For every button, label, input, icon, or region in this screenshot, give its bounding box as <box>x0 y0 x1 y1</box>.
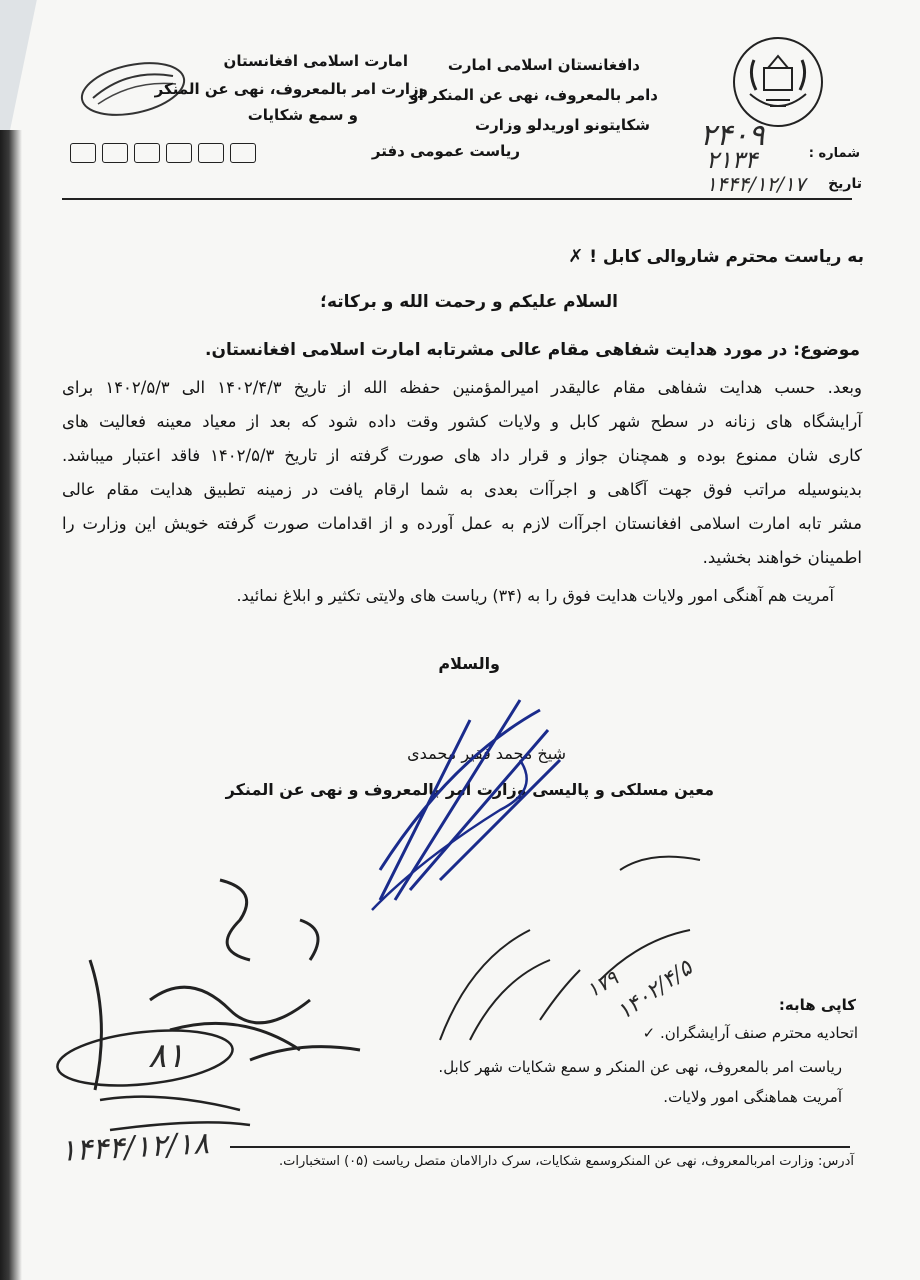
number-value-2: ۲۱۳۴ <box>706 146 758 174</box>
handwritten-date-left: ۱۴۴۴/۱۲/۱۸ <box>59 1126 210 1169</box>
header-right-line-3: شکایتونو اوریدلو وزارت <box>475 116 650 134</box>
subject-line: موضوع: در مورد هدایت شفاهی مقام عالی مشرتابه امارت اسلامی افغانستان. <box>205 340 860 360</box>
copies-heading: کاپی هابه: <box>778 996 856 1014</box>
copies-item-3: آمریت هماهنگی امور ولایات. <box>663 1088 842 1106</box>
body-line-6: اطمینان خواهند بخشید. <box>702 548 862 567</box>
check-mark-icon: ✗ <box>568 246 584 267</box>
date-label: تاریخ <box>828 176 862 192</box>
page-edge-shadow <box>0 130 22 1280</box>
number-label: شماره : <box>808 146 860 161</box>
copies-item-1 <box>643 1024 858 1042</box>
routing-checkboxes <box>70 143 256 163</box>
closing: والسلام <box>438 654 500 673</box>
header-left-line-3: و سمع شکایات <box>247 106 358 124</box>
signer-title: معین مسلکی و پالیسی وزارت امر بالمعروف و نهی عن المنکر <box>225 780 714 799</box>
salutation: السلام علیکم و رحمت الله و برکاته؛ <box>320 292 618 312</box>
number-value-1: ۲۴۰۹ <box>700 118 765 153</box>
routing-box <box>134 143 160 163</box>
routing-box <box>230 143 256 163</box>
handwritten-number-mid: ۱۷۹ <box>582 965 623 1003</box>
body-line-1: وبعد. حسب هدایت شفاهی مقام عالیقدر امیرالمؤمنین حفظه الله از تاریخ ۱۴۰۲/۴/۳ الی ۱۴۰۲/۵/۳ برای <box>62 378 862 397</box>
footer-divider <box>230 1146 850 1148</box>
body-line-5: مشر تابه امارت اسلامی افغانستان اجرآات لازم به عمل آورده و از اقدامات صورت گرفته خویش این وزارت را <box>62 514 862 533</box>
copies-item-2: ریاست امر بالمعروف، نهی عن المنکر و سمع شکایات شهر کابل. <box>438 1058 842 1076</box>
routing-box <box>166 143 192 163</box>
addressee-text: به ریاست محترم شاروالی کابل ! <box>589 247 864 267</box>
signer-name: شیخ محمد فقیر محمدی <box>407 744 566 763</box>
header-right-line-1: دافغانستان اسلامی امارت <box>447 56 640 74</box>
body-line-3: کاری شان ممنوع بوده و همچنان جواز و قرار داد های صورت گرفته از تاریخ ۱۴۰۲/۵/۳ فاقد اعتبار میباشد. <box>62 446 862 465</box>
header-left-line-2: وزارت امر بالمعروف، نهی عن المنکر <box>154 80 428 98</box>
routing-box <box>198 143 224 163</box>
handwritten-circled-number: ۸۱ <box>148 1036 185 1076</box>
copies-item-1-text: اتحادیه محترم صنف آرایشگران. <box>659 1024 858 1042</box>
header-left-line-1: امارت اسلامی افغانستان <box>223 52 408 70</box>
handwritten-date-mid: ۱۴۰۲/۴/۵ <box>612 955 698 1026</box>
routing-box <box>70 143 96 163</box>
office-label: ریاست عمومی دفتر <box>371 142 520 160</box>
date-value: ۱۴۴۴/۱۲/۱۷ <box>706 172 806 196</box>
emirate-emblem-icon <box>730 34 826 130</box>
header-divider <box>62 198 852 200</box>
routing-box <box>102 143 128 163</box>
body-line-2: آرایشگاه های زنانه در سطح شهر کابل و ولایات کشور وقت داده شود که بعد از معیاد معینه فعالیت های <box>62 412 862 431</box>
ministry-note: آمریت هم آهنگی امور ولایات هدایت فوق را به (۳۴) ریاست های ولایتی تکثیر و ابلاغ نمائید. <box>236 586 834 605</box>
addressee <box>568 246 864 267</box>
footer-address: آدرس: وزارت امربالمعروف، نهی عن المنکروسمع شکایات، سرک دارالامان متصل ریاست (۰۵) استخبارات. <box>279 1154 854 1169</box>
body-line-4: بدینوسیله مراتب فوق جهت آگاهی و اجرآات بعدی به شما ارقام یافت در زمینه تطبیق هدایت مقام عالی <box>62 480 862 499</box>
check-mark-icon: ✓ <box>642 1024 656 1042</box>
header-right-line-2: دامر بالمعروف، نهی عن المنکر او <box>409 86 658 104</box>
